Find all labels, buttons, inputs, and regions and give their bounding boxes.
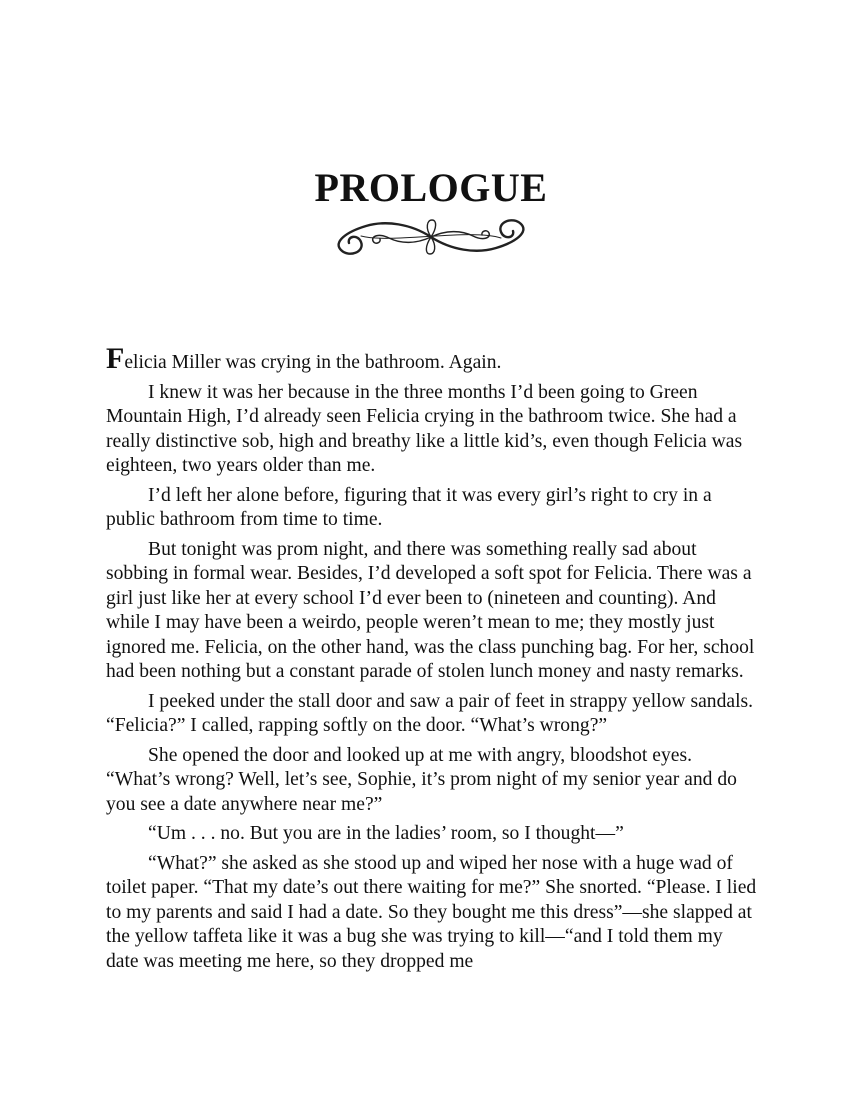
drop-cap: F	[106, 342, 125, 375]
chapter-title: PROLOGUE	[314, 165, 548, 210]
paragraph-2: I knew it was her because in the three months I’d been going to Green Mountain High, I’d already seen Felicia crying in the bathroom twice. She had a really distinctive sob, high and breathy like a little kid’s, even though Felicia was eighteen, two years older than me.	[106, 381, 743, 476]
paragraph-3: I’d left her alone before, figuring that it was every girl’s right to cry in a public bathroom from time to time.	[106, 484, 712, 530]
paragraph-4: But tonight was prom night, and there was something really sad about sobbing in formal wear. Besides, I’d developed a soft spot for Felicia. There was a girl just like her at every school I’d ever been to (nineteen and counting). And while I may have been a weirdo, people weren’t mean to me; they mostly just ignored me. Felicia, on the other hand, was the class punching bag. For her, school had been nothing but a constant parade of stolen lunch money and nasty remarks.	[106, 538, 755, 682]
paragraph-1	[106, 342, 758, 376]
paragraph-1-text: elicia Miller was crying in the bathroom. Again.	[124, 352, 502, 373]
paragraph-8: “What?” she asked as she stood up and wiped her nose with a huge wad of toilet paper. “That my date’s out there waiting for me?” She snorted. “Please. I lied to my parents and said I had a date. So they bought me this dress”—she slapped at the yellow taffeta like it was a bug she was trying to kill—“and I told them my date was meeting me here, so they dropped me	[106, 852, 757, 972]
paragraph-6: She opened the door and looked up at me with angry, bloodshot eyes. “What’s wrong? Well, let’s see, Sophie, it’s prom night of my senior year and do you see a date anywhere near me?”	[106, 744, 737, 815]
paragraph-7: “Um . . . no. But you are in the ladies’ room, so I thought—”	[148, 823, 624, 844]
paragraph-5: I peeked under the stall door and saw a pair of feet in strappy yellow sandals. “Felicia?” I called, rapping softly on the door. “What’s wrong?”	[106, 690, 754, 736]
prologue-text	[106, 342, 758, 979]
flourish-ornament-icon	[331, 214, 531, 260]
